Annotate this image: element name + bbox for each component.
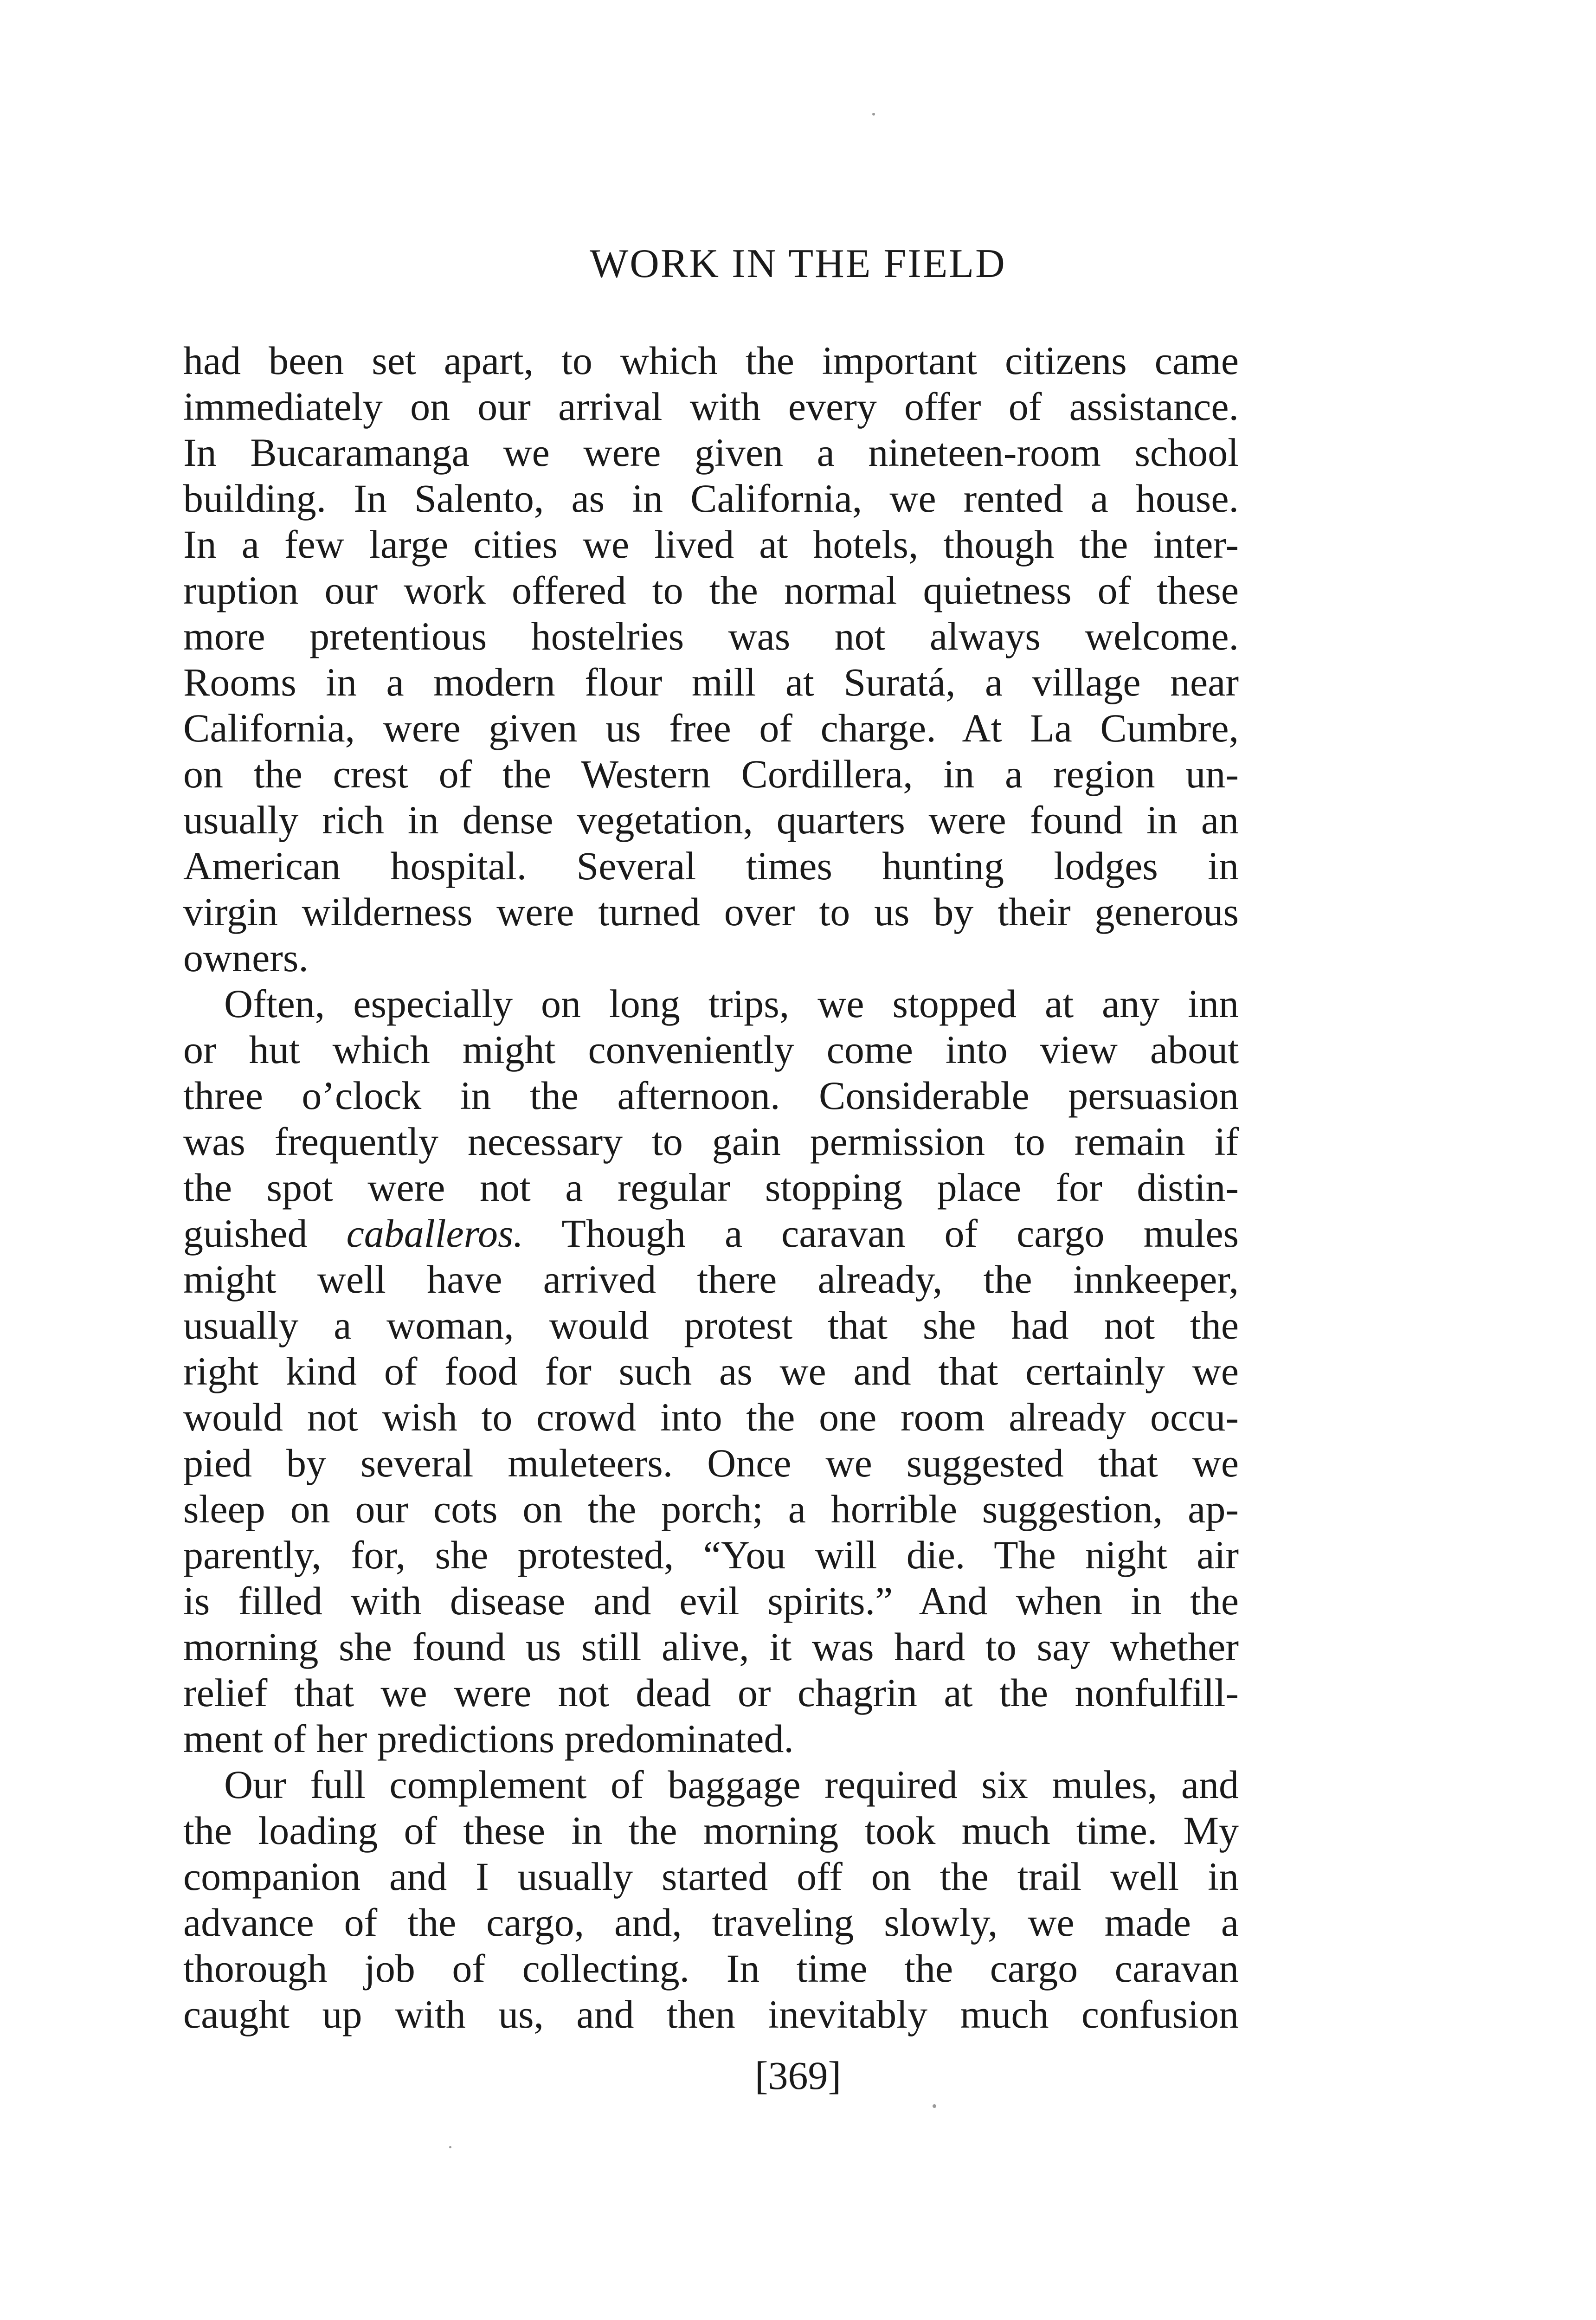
text-run: pied by several muleteers. Once we suggested that we	[183, 1441, 1239, 1485]
text-line	[183, 1027, 1239, 1073]
text-run: Though a caravan of cargo mules	[523, 1211, 1239, 1256]
text-line	[183, 1257, 1239, 1302]
text-run: thorough job of collecting. In time the cargo caravan	[183, 1946, 1239, 1991]
text-line	[183, 1991, 1239, 2037]
text-run: right kind of food for such as we and that certainly we	[183, 1349, 1239, 1393]
text-run: building. In Salento, as in California, we rented a house.	[183, 476, 1239, 521]
text-run: ruption our work offered to the normal quietness of these	[183, 568, 1239, 612]
text-run: three o’clock in the afternoon. Considerable persuasion	[183, 1073, 1239, 1118]
text-line	[183, 1716, 1239, 1762]
italic-text: caballeros.	[346, 1211, 523, 1256]
text-run: is filled with disease and evil spirits.” And when in the	[183, 1579, 1239, 1623]
text-run: ment of her predictions predominated.	[183, 1716, 794, 1761]
running-head: WORK IN THE FIELD	[590, 241, 1006, 286]
text-run: California, were given us free of charge. At La Cumbre,	[183, 706, 1239, 750]
text-run: In a few large cities we lived at hotels, though the inter-	[183, 522, 1239, 567]
text-run: had been set apart, to which the important citizens came	[183, 338, 1239, 383]
text-run: Often, especially on long trips, we stopped at any inn	[224, 981, 1239, 1026]
text-run: American hospital. Several times hunting lodges in	[183, 844, 1239, 888]
text-line	[183, 1900, 1239, 1946]
text-run: would not wish to crowd into the one room already occu-	[183, 1395, 1239, 1439]
page-number: [369]	[754, 2053, 842, 2098]
text-run: usually rich in dense vegetation, quarters were found in an	[183, 798, 1239, 842]
text-line	[183, 1165, 1239, 1211]
text-line	[183, 1854, 1239, 1900]
text-line	[183, 1946, 1239, 1991]
text-line	[183, 384, 1239, 430]
text-run: owners.	[183, 935, 309, 980]
text-line	[183, 1440, 1239, 1486]
text-run: relief that we were not dead or chagrin at the nonfulfill-	[183, 1670, 1239, 1715]
text-run: caught up with us, and then inevitably much confusion	[183, 1992, 1239, 2036]
text-line	[183, 338, 1239, 384]
text-line	[183, 889, 1239, 935]
text-run: the loading of these in the morning took much time. My	[183, 1808, 1239, 1853]
text-line	[183, 1302, 1239, 1348]
text-line	[183, 981, 1239, 1027]
text-run: the spot were not a regular stopping place for distin-	[183, 1165, 1239, 1210]
text-run: might well have arrived there already, the innkeeper,	[183, 1257, 1239, 1302]
text-line	[183, 1670, 1239, 1716]
text-line	[183, 1211, 1239, 1257]
text-line	[183, 659, 1239, 705]
text-line	[183, 935, 1239, 981]
text-line	[183, 1073, 1239, 1119]
text-run: was frequently necessary to gain permission to remain if	[183, 1119, 1239, 1164]
text-line	[183, 751, 1239, 797]
text-run: sleep on our cots on the porch; a horrible suggestion, ap-	[183, 1487, 1239, 1531]
text-line	[183, 613, 1239, 659]
text-line	[183, 567, 1239, 613]
text-line	[183, 1808, 1239, 1854]
text-line	[183, 1624, 1239, 1670]
text-line	[183, 1532, 1239, 1578]
text-line	[183, 430, 1239, 476]
text-run: on the crest of the Western Cordillera, in a region un-	[183, 752, 1239, 796]
text-run: Our full complement of baggage required six mules, and	[224, 1762, 1239, 1807]
text-line	[183, 1578, 1239, 1624]
text-line	[183, 1762, 1239, 1808]
text-line	[183, 1348, 1239, 1394]
text-run: In Bucaramanga we were given a nineteen-room school	[183, 430, 1239, 475]
text-run: guished	[183, 1211, 347, 1256]
text-run: virgin wilderness were turned over to us by their generous	[183, 889, 1239, 934]
scan-speck	[872, 113, 875, 116]
text-run: more pretentious hostelries was not always welcome.	[183, 614, 1239, 658]
scan-speck	[449, 2146, 451, 2148]
text-line	[183, 522, 1239, 567]
text-run: Rooms in a modern flour mill at Suratá, a village near	[183, 660, 1239, 704]
text-line	[183, 705, 1239, 751]
text-run: or hut which might conveniently come into view about	[183, 1027, 1239, 1072]
text-line	[183, 1119, 1239, 1165]
text-run: usually a woman, would protest that she had not the	[183, 1303, 1239, 1347]
text-run: immediately on our arrival with every offer of assistance.	[183, 384, 1239, 429]
text-line	[183, 476, 1239, 522]
body-text	[183, 338, 1239, 2037]
text-line	[183, 1394, 1239, 1440]
text-run: morning she found us still alive, it was hard to say whether	[183, 1624, 1239, 1669]
text-run: advance of the cargo, and, traveling slowly, we made a	[183, 1900, 1239, 1945]
text-line	[183, 1486, 1239, 1532]
scan-speck	[933, 2104, 936, 2108]
text-line	[183, 797, 1239, 843]
text-run: companion and I usually started off on the trail well in	[183, 1854, 1239, 1899]
text-run: parently, for, she protested, “You will die. The night air	[183, 1533, 1239, 1577]
text-line	[183, 843, 1239, 889]
